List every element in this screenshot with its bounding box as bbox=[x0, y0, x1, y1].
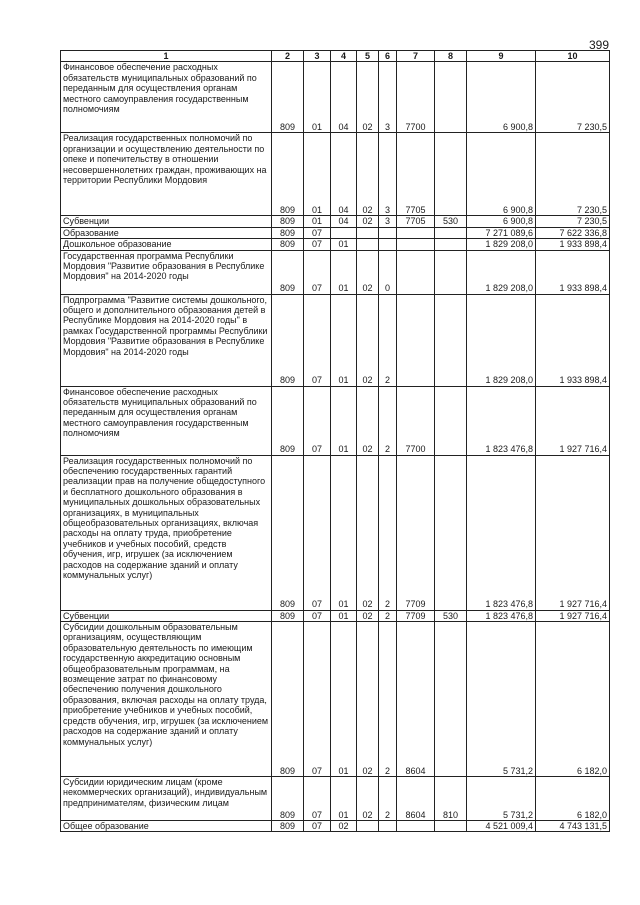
table-row bbox=[61, 250, 610, 294]
page-number: 399 bbox=[589, 38, 610, 52]
cell-code: 02 bbox=[357, 216, 379, 227]
table-row bbox=[61, 610, 610, 621]
row-name: Финансовое обеспечение расходных обязательств муниципальных образований по переданным для осуществления органам местного самоуправления государственным полномочиям bbox=[61, 386, 272, 455]
row-name: Дошкольное образование bbox=[61, 239, 272, 250]
cell-code: 8604 bbox=[397, 622, 435, 777]
cell-code: 7705 bbox=[397, 133, 435, 216]
cell-code: 809 bbox=[272, 62, 304, 133]
cell-code: 07 bbox=[304, 455, 331, 610]
cell-code: 01 bbox=[304, 133, 331, 216]
row-name: Субвенции bbox=[61, 610, 272, 621]
cell-amount: 1 927 716,4 bbox=[536, 610, 610, 621]
cell-code: 02 bbox=[357, 455, 379, 610]
table-row bbox=[61, 622, 610, 777]
cell-code: 02 bbox=[331, 821, 357, 832]
row-name: Подпрограмма "Развитие системы дошкольного, общего и дополнительного образования детей в Республике Мордовия на 2014-2020 годы" в рамках Государственной программы Республики Мордовия "Развитие образования в Республике Мордовия" на 2014-2020 годы bbox=[61, 294, 272, 386]
cell-amount: 1 933 898,4 bbox=[536, 239, 610, 250]
cell-code bbox=[379, 227, 397, 238]
cell-code: 7705 bbox=[397, 216, 435, 227]
cell-amount: 7 230,5 bbox=[536, 62, 610, 133]
table-row bbox=[61, 239, 610, 250]
cell-code: 2 bbox=[379, 455, 397, 610]
cell-code bbox=[435, 133, 467, 216]
cell-code: 02 bbox=[357, 610, 379, 621]
row-name: Финансовое обеспечение расходных обязательств муниципальных образований по переданным для осуществления органам местного самоуправления государственным полномочиям bbox=[61, 62, 272, 133]
cell-code bbox=[357, 227, 379, 238]
cell-code: 07 bbox=[304, 294, 331, 386]
cell-code: 0 bbox=[379, 250, 397, 294]
cell-code bbox=[435, 821, 467, 832]
column-header: 1 bbox=[61, 51, 272, 62]
cell-code bbox=[379, 239, 397, 250]
cell-code: 02 bbox=[357, 62, 379, 133]
cell-amount: 6 182,0 bbox=[536, 777, 610, 821]
cell-code: 2 bbox=[379, 622, 397, 777]
cell-code: 04 bbox=[331, 62, 357, 133]
table-row bbox=[61, 294, 610, 386]
column-header: 9 bbox=[467, 51, 536, 62]
row-name: Реализация государственных полномочий по обеспечению государственных гарантий реализации прав на получение общедоступного и бесплатного дошкольного образования в муниципальных дошкольных образовательных организациях, в муниципальных общеобразовательных организациях, включая расходы на оплату труда, приобретение учебников и учебных пособий, средств обучения, игр, игрушек (за исключением расходов на содержание зданий и оплату коммунальных услуг) bbox=[61, 455, 272, 610]
table-row bbox=[61, 62, 610, 133]
table-row bbox=[61, 777, 610, 821]
cell-code: 07 bbox=[304, 386, 331, 455]
cell-code: 04 bbox=[331, 216, 357, 227]
cell-code: 809 bbox=[272, 250, 304, 294]
cell-code: 2 bbox=[379, 610, 397, 621]
cell-code: 07 bbox=[304, 610, 331, 621]
cell-amount: 6 900,8 bbox=[467, 216, 536, 227]
column-header: 2 bbox=[272, 51, 304, 62]
cell-code bbox=[435, 239, 467, 250]
cell-code: 02 bbox=[357, 250, 379, 294]
cell-amount: 5 731,2 bbox=[467, 777, 536, 821]
cell-code: 07 bbox=[304, 250, 331, 294]
cell-code: 810 bbox=[435, 777, 467, 821]
cell-code bbox=[435, 622, 467, 777]
cell-code bbox=[357, 239, 379, 250]
row-name: Субсидии дошкольным образовательным организациям, осуществляющим образовательную деятельность по имеющим государственную аккредитацию основным общеобразовательным программам, на возмещение затрат по финансовому обеспечению получения дошкольного образования, включая расходы на оплату труда, приобретение учебников и учебных пособий, средств обучения, игр, игрушек (за исключением расходов на содержание зданий и оплату коммунальных услуг) bbox=[61, 622, 272, 777]
cell-code bbox=[397, 294, 435, 386]
row-name: Общее образование bbox=[61, 821, 272, 832]
cell-code: 01 bbox=[331, 239, 357, 250]
row-name: Реализация государственных полномочий по организации и осуществлению деятельности по опеке и попечительству в отношении несовершеннолетних граждан, проживающих на территории Республики Мордовия bbox=[61, 133, 272, 216]
cell-amount: 6 182,0 bbox=[536, 622, 610, 777]
cell-code: 02 bbox=[357, 622, 379, 777]
cell-amount: 1 933 898,4 bbox=[536, 250, 610, 294]
cell-amount: 1 823 476,8 bbox=[467, 455, 536, 610]
cell-code: 07 bbox=[304, 821, 331, 832]
cell-code bbox=[435, 386, 467, 455]
cell-code: 07 bbox=[304, 239, 331, 250]
cell-amount: 1 829 208,0 bbox=[467, 239, 536, 250]
cell-amount: 7 230,5 bbox=[536, 216, 610, 227]
cell-code: 809 bbox=[272, 294, 304, 386]
cell-amount: 7 622 336,8 bbox=[536, 227, 610, 238]
cell-amount: 4 743 131,5 bbox=[536, 821, 610, 832]
cell-code: 01 bbox=[331, 455, 357, 610]
cell-code: 01 bbox=[331, 622, 357, 777]
cell-code: 7709 bbox=[397, 455, 435, 610]
cell-code bbox=[331, 227, 357, 238]
cell-code bbox=[357, 821, 379, 832]
cell-code: 01 bbox=[331, 610, 357, 621]
column-header: 3 bbox=[304, 51, 331, 62]
cell-code: 8604 bbox=[397, 777, 435, 821]
cell-code: 809 bbox=[272, 622, 304, 777]
cell-amount: 1 829 208,0 bbox=[467, 250, 536, 294]
cell-code: 07 bbox=[304, 777, 331, 821]
cell-code: 7700 bbox=[397, 62, 435, 133]
column-header: 4 bbox=[331, 51, 357, 62]
column-header: 7 bbox=[397, 51, 435, 62]
table-row bbox=[61, 455, 610, 610]
cell-code: 809 bbox=[272, 227, 304, 238]
cell-amount: 1 927 716,4 bbox=[536, 455, 610, 610]
cell-code bbox=[397, 250, 435, 294]
budget-table bbox=[60, 50, 610, 832]
cell-code: 04 bbox=[331, 133, 357, 216]
cell-code: 809 bbox=[272, 610, 304, 621]
row-name: Субвенции bbox=[61, 216, 272, 227]
cell-code bbox=[397, 821, 435, 832]
cell-amount: 1 829 208,0 bbox=[467, 294, 536, 386]
cell-code: 02 bbox=[357, 294, 379, 386]
cell-code: 01 bbox=[331, 386, 357, 455]
cell-code: 809 bbox=[272, 216, 304, 227]
cell-code: 07 bbox=[304, 227, 331, 238]
cell-code: 809 bbox=[272, 455, 304, 610]
cell-code: 2 bbox=[379, 294, 397, 386]
cell-code bbox=[397, 239, 435, 250]
table-row bbox=[61, 227, 610, 238]
cell-code bbox=[435, 227, 467, 238]
cell-code: 01 bbox=[304, 216, 331, 227]
column-header: 6 bbox=[379, 51, 397, 62]
cell-code: 3 bbox=[379, 133, 397, 216]
cell-code: 7700 bbox=[397, 386, 435, 455]
cell-code: 7709 bbox=[397, 610, 435, 621]
cell-code: 01 bbox=[331, 777, 357, 821]
cell-code: 530 bbox=[435, 610, 467, 621]
cell-code: 01 bbox=[304, 62, 331, 133]
table-row bbox=[61, 821, 610, 832]
header-row bbox=[61, 51, 610, 62]
cell-code: 2 bbox=[379, 386, 397, 455]
row-name: Образование bbox=[61, 227, 272, 238]
cell-amount: 6 900,8 bbox=[467, 62, 536, 133]
cell-code: 01 bbox=[331, 250, 357, 294]
cell-code: 2 bbox=[379, 777, 397, 821]
cell-amount: 1 823 476,8 bbox=[467, 386, 536, 455]
cell-code bbox=[435, 62, 467, 133]
table-row bbox=[61, 386, 610, 455]
cell-code: 3 bbox=[379, 216, 397, 227]
cell-amount: 1 823 476,8 bbox=[467, 610, 536, 621]
cell-code bbox=[435, 250, 467, 294]
cell-code bbox=[435, 455, 467, 610]
column-header: 5 bbox=[357, 51, 379, 62]
cell-code: 809 bbox=[272, 239, 304, 250]
cell-code bbox=[397, 227, 435, 238]
cell-code: 02 bbox=[357, 777, 379, 821]
cell-code: 07 bbox=[304, 622, 331, 777]
cell-amount: 1 927 716,4 bbox=[536, 386, 610, 455]
column-header: 10 bbox=[536, 51, 610, 62]
cell-code: 809 bbox=[272, 821, 304, 832]
cell-code: 3 bbox=[379, 62, 397, 133]
cell-code: 530 bbox=[435, 216, 467, 227]
cell-code: 809 bbox=[272, 777, 304, 821]
cell-amount: 7 271 089,6 bbox=[467, 227, 536, 238]
column-header: 8 bbox=[435, 51, 467, 62]
cell-code: 809 bbox=[272, 386, 304, 455]
table-row bbox=[61, 133, 610, 216]
row-name: Государственная программа Республики Мордовия "Развитие образования в Республике Мордовия" на 2014-2020 годы bbox=[61, 250, 272, 294]
cell-code: 01 bbox=[331, 294, 357, 386]
cell-amount: 5 731,2 bbox=[467, 622, 536, 777]
cell-code bbox=[379, 821, 397, 832]
cell-amount: 4 521 009,4 bbox=[467, 821, 536, 832]
cell-code: 02 bbox=[357, 133, 379, 216]
cell-amount: 1 933 898,4 bbox=[536, 294, 610, 386]
cell-amount: 7 230,5 bbox=[536, 133, 610, 216]
table-row bbox=[61, 216, 610, 227]
cell-amount: 6 900,8 bbox=[467, 133, 536, 216]
cell-code: 02 bbox=[357, 386, 379, 455]
cell-code bbox=[435, 294, 467, 386]
row-name: Субсидии юридическим лицам (кроме некоммерческих организаций), индивидуальным предпринимателям, физическим лицам bbox=[61, 777, 272, 821]
cell-code: 809 bbox=[272, 133, 304, 216]
